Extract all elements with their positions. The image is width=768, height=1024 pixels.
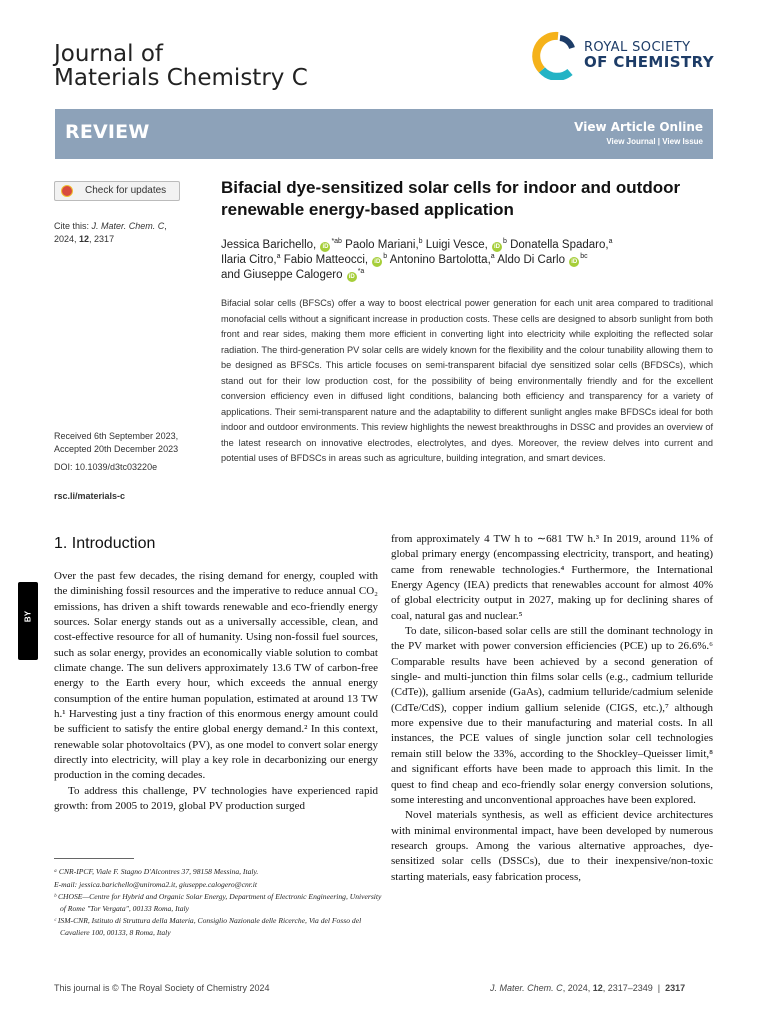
paragraph: Novel materials synthesis, as well as efficient device architectures with minimal environmental impact, have been developed by numerous research groups. Among the various alternative approaches, dye-sensitized solar cells (DSSCs), due to their inexpensive/non-toxic starting materials, easy fabrication process,	[391, 809, 713, 883]
footnote-divider	[54, 858, 134, 859]
affiliation-marker: a	[276, 253, 281, 261]
cc-by-license-icon[interactable]	[18, 582, 38, 660]
view-article-online-link[interactable]: View Article Online	[574, 120, 703, 134]
author: and Giuseppe Calogero	[221, 269, 343, 281]
footer-journal: J. Mater. Chem. C	[490, 983, 563, 993]
update-icon	[61, 185, 73, 197]
paragraph: To date, silicon-based solar cells are still the dominant technology in the PV market with power conversion efficiencies (PCE) up to 26.6%.⁶ Comparable results have been achieved by a second generation of single- and multi-junction thin films solar cells (e.g., cadmium telluride (CdTe)), gallium arsenide (GaAs), cadmium telluride/cadmium selenide (CdTe/CdS), copper indium gallium selenide (CIGS, etc.),⁷ although more expensive due to their manufacturing and material costs. In all instances, the PCE values of single junction solar cell technologies remain still below the 33%, according to the Shockley–Queisser limit,⁸ and significant efforts have been made to approach this limit. In the quest to find cheap and eco-friendly solar energy conversion solutions, some interesting and unconventional approaches have been explored.	[391, 625, 713, 806]
journal-title-line2: Materials Chemistry C	[54, 65, 308, 91]
orcid-icon[interactable]: iD	[322, 244, 329, 250]
footer-year: , 2024,	[562, 983, 593, 993]
author: Jessica Barichello,	[221, 239, 317, 251]
journal-link[interactable]: rsc.li/materials-c	[54, 491, 126, 501]
page-number: 2317	[665, 983, 686, 993]
affiliation-marker: *ab	[331, 238, 342, 246]
author-list	[221, 238, 711, 283]
orcid-icon[interactable]: iD	[494, 244, 500, 250]
paragraph: from approximately 4 TW h to ∼681 TW h.³ In 2019, around 11% of global primary energy (encompassing electricity, transport, and heating) came from renewable technologies.⁴ Furthermore, the International Energy Agency (IEA) predicts that renewables account for almost 40% of global electricity output in 2027, making up for declining shares of coal, natural gas and nuclear.⁵	[391, 533, 713, 622]
section-heading: 1. Introduction	[54, 535, 156, 552]
orcid-icon[interactable]: iD	[571, 259, 578, 265]
copyright-footer: This journal is © The Royal Society of Chemistry 2024	[54, 983, 270, 993]
affiliation-marker: b	[418, 238, 423, 246]
dates	[54, 430, 178, 456]
author: Paolo Mariani,	[345, 239, 419, 251]
link-separator: |	[655, 137, 663, 146]
orcid-icon[interactable]: iD	[348, 274, 355, 280]
author: Luigi Vesce,	[425, 239, 488, 251]
paragraph: Over the past few decades, the rising demand for energy, coupled with the diminishing fossil resources and the imperative to reduce annual CO₂ emissions, has driven a shift towards renewable and eco-friendly energy sources. Solar energy stands out as a universally accessible, clean, and cost-effective resource for all of humanity. Using non-fossil fuel sources, such as solar energy, provides an economically viable solution to combat climate change. The sun delivers approximately 13.6 TW of carbon-free energy to the Earth every hour, which exceeds the annual energy consumption of the entire human population, estimated at around 13 TW h.¹ Harvesting just a tiny fraction of this enormous energy amount could be sufficient to satisfy the entire global energy demand.² In this context, renewable solar photovoltaics (PV), as one model to convert solar energy directly into electricity, will play a key role in decarbonizing our energy production in the coming decades.	[54, 570, 378, 782]
accepted-date: Accepted 20th December 2023	[54, 444, 179, 454]
affiliation-marker: a	[490, 253, 495, 261]
footnote: ᶜ ISM-CNR, Istituto di Struttura della Materia, Consiglio Nazionale delle Ricerche, Via del Fosso del Cavaliere 100, 00133, 8 Roma, Italy	[54, 916, 362, 937]
page-footer	[490, 983, 685, 993]
footer-pages: , 2317–2349	[602, 983, 653, 993]
cite-page: , 2317	[89, 234, 115, 244]
section-label: REVIEW	[65, 121, 150, 143]
author: Donatella Spadaro,	[510, 239, 609, 251]
cite-volume: 12	[79, 234, 90, 244]
view-issue-link[interactable]: View Issue	[662, 137, 703, 146]
affiliation-marker: a	[608, 238, 613, 246]
check-updates-label: Check for updates	[85, 185, 167, 196]
footnote: ᵃ CNR-IPCF, Viale F. Stagno D'Alcontres 37, 98158 Messina, Italy.	[54, 867, 259, 876]
affiliation-marker: *a	[357, 268, 365, 276]
check-for-updates-button[interactable]	[54, 181, 180, 201]
author: Antonino Bartolotta,	[389, 254, 491, 266]
journal-title	[54, 42, 308, 90]
footer-volume: 12	[592, 983, 603, 993]
author: Ilaria Citro,	[221, 254, 277, 266]
journal-title-line1: Journal of	[54, 41, 164, 67]
publisher-line1: ROYAL SOCIETY	[584, 40, 691, 55]
view-journal-link[interactable]: View Journal	[606, 137, 656, 146]
doi[interactable]: DOI: 10.1039/d3tc03220e	[54, 462, 158, 472]
author: Fabio Matteocci,	[283, 254, 369, 266]
affiliation-marker: bc	[580, 253, 588, 261]
publisher-name	[584, 40, 714, 70]
section-banner	[55, 109, 713, 159]
abstract: Bifacial solar cells (BFSCs) offer a way to boost electrical power generation for each unit area compared to traditional monofacial cells without a significant increase in production costs. These cells are designed to absorb sunlight from both front and rear sides, making them more efficient in converting light into electricity while exploiting the reflected solar radiation. The third-generation PV solar cells are widely known for the flexibility and the colour tunability allowing them to be designed as BFSCs. This article focuses on semi-transparent bifacial dye sensitized solar cells (BFDSCs), which stand out for their low production cost, for the possibility of being environmentally friendly and for the excellent conversion efficiency even in diffused light conditions, balancing both efficiency and transparency for a variety of applications. Their semi-transparent nature and the adaptability to different sunlight angles make BFDSCs ideal for both indoor and outdoor environments. This review highlights the newest breakthroughs in DSSC and provides an overview of the latest research on innovative electrodes, electrolytes, and dyes. Moreover, the review delves into current and potential uses of BFDSCs in areas such as agriculture, building integration, and smart devices.	[221, 298, 713, 463]
cite-year: 2024,	[54, 234, 80, 244]
affiliation-footnotes	[54, 866, 384, 939]
cite-journal: J. Mater. Chem. C	[91, 221, 165, 231]
license-label: BY	[23, 610, 33, 623]
affiliation-marker: b	[383, 253, 388, 261]
paper-title: Bifacial dye-sensitized solar cells for indoor and outdoor renewable energy-based application	[221, 178, 681, 219]
body-column-left	[54, 569, 378, 815]
paragraph: To address this challenge, PV technologies have experienced rapid growth: from 2005 to 2019, global PV production surged	[54, 784, 378, 813]
footer-separator: |	[652, 983, 666, 993]
citation	[54, 220, 167, 246]
publisher-line2: OF CHEMISTRY	[584, 53, 714, 71]
orcid-icon[interactable]: iD	[374, 259, 381, 265]
footnote: ᵇ CHOSE—Centre for Hybrid and Organic Solar Energy, Department of Electronic Engineering, University of Rome "Tor Vergata", 00133 Roma, Italy	[54, 892, 382, 913]
received-date: Received 6th September 2023,	[54, 431, 179, 441]
body-column-right	[391, 532, 713, 885]
banner-sublinks	[606, 137, 703, 146]
affiliation-marker: b	[503, 238, 507, 246]
cite-prefix: Cite this:	[54, 221, 92, 231]
author: Aldo Di Carlo	[497, 254, 565, 266]
footnote-email: E-mail: jessica.barichello@uniroma2.it, giuseppe.calogero@cnr.it	[54, 879, 258, 889]
cite-comma: ,	[164, 221, 167, 231]
